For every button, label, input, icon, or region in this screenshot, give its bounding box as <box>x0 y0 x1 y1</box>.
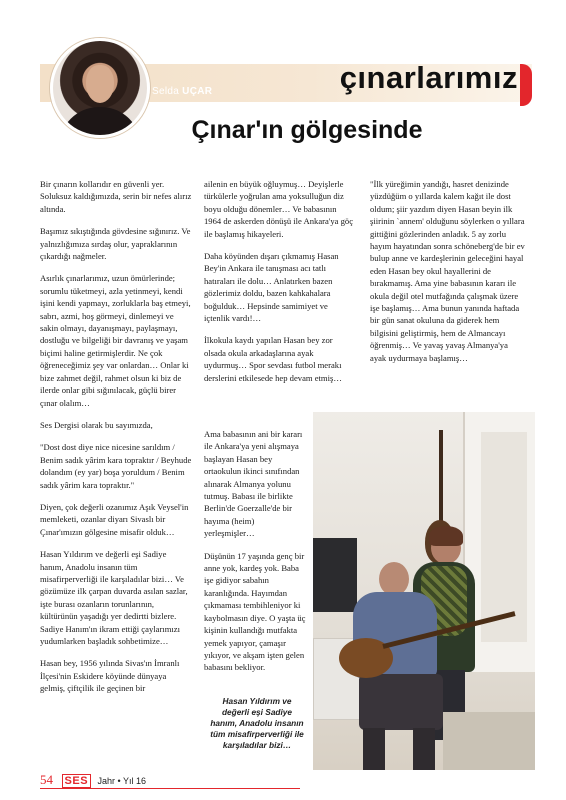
paragraph: Başımız sıkıştığında gövdesine sığınırız. Ve yalnızlığımıza sırdaş olur, yapraklarının çıkardığı nağmeler. <box>40 226 191 262</box>
page-number: 54 <box>40 772 53 787</box>
paragraph: "İlk yüreğimin yandığı, hasret denizinde yüzdüğüm o yıllarda kalem kağıt ile dost oldum; şiir yazdım diyen Hasan beyin ilk şiirinin `annem' olduğunu söylerken o yıllara gittiğini gözlerinden anladık. 5 ay zorlu hayım hayatından sonra schöneberg'de bir ev bulup anne ve kardeşlerinin geleceğini hayal eden Hasan bey okul hayallerini de bırakmamış. Ama yine babasının kararı ile okula değil otel mutfağında çalışmak üzere işe başlamış… Ama bunun yanında haftada bir gün sanat okuluna da giderek hem bilgisini geliştirmiş, hem de Almancayı öğrenmiş… Ve yavaş yavaş Almanya'ya ayak uydurmaya başlamış… <box>370 179 525 363</box>
paragraph: Düşünün 17 yaşında genç bir anne yok, kardeş yok. Baba işe gidiyor sabahın karanlığında. Hayımdan çıkmaması tembihleniyor ki kaybolmasın diye. O yaşta üç kişinin kullandığı mutfakta yemek yapıyor, çamaşır yıkıyor, ve akşam işten gelen babasını bekliyor. <box>204 550 306 673</box>
article-column-2 <box>204 178 354 384</box>
paragraph: İlkokula kaydı yapılan Hasan bey zor olsada okula arkadaşlarına ayak uydurmuş… Spor sevdası futbol merakı derslerini etkilesede hep devam etmiş… <box>204 335 342 383</box>
author-last-name: UÇAR <box>182 86 213 97</box>
paragraph: Hasan bey, 1956 yılında Sivas'ın İmranlı İlçesi'nin Eskidere köyünde dünyaya gelmiş, çiftçilik ile geçinen bir <box>40 658 180 694</box>
issue-label: Jahr • Yıl 16 <box>97 776 147 786</box>
paragraph: Hasan Yıldırım ve değerli eşi Sadiye hanım, Anadolu insanın tüm misafirperverliği ile karşıladılar bizi… Ve gözümüze ilk çarpan duvarda asılan sazlar, işte burası ozanların torunlarının, kültürünün yaşadığı yer dedirtti bizlere. Sadiye Hanım'ın ikram ettiği çaylarımızı yudumlarken başladık sohbetimize… <box>40 549 188 646</box>
paragraph: Bir çınarın kollarıdır en güvenli yer. Soluksuz kaldığımızda, serin bir nefes alırız altında. <box>40 179 192 214</box>
quote-paragraph: "Dost dost diye nice nicesine sarıldım / Benim sadık yârim kara topraktır / Beyhude dolandım (ey yar) boşa yoruldum / Benim sadık yârim kara topraktır." <box>40 442 192 490</box>
author-name <box>152 86 212 97</box>
page-footer <box>40 772 146 788</box>
paragraph: Daha köyünden dışarı çıkmamış Hasan Bey'in Ankara ile tanışması acı tatlı hatıraları ile dolu… Anlatırken bazen gözlerimiz doldu, bazen kahkahalara boğulduk… Hepsinde samimiyet ve içtenlik vardı!… <box>204 251 339 324</box>
section-title: çınarlarımız <box>339 60 518 95</box>
paragraph: ailenin en büyük oğluymuş… Deyişlerle türkülerle yoğrulan ama yoksulluğun diz boyu olduğu dönemler… Ve babasının 1964 de askerden dönüşü ile Ankara'ya göç ile başlamış hikayeleri. <box>204 179 354 239</box>
interview-photo <box>313 412 535 770</box>
article-title: Çınar'ın gölgesinde <box>191 116 423 144</box>
paragraph: Ama babasının ani bir kararı ile Ankara'ya yeni alışmaya başlayan Hasan bey ortaokulun ikinci sınıfından alınarak Almanya yolunu tutmuş. Babası ile birlikte Berlin'de Goerzalle'de bir hayıma (heim) yerleşmişler… <box>204 429 303 539</box>
paragraph: Ses Dergisi olarak bu sayımızda, <box>40 419 153 430</box>
magazine-logo: SES <box>62 774 92 788</box>
author-first-name: Selda <box>152 86 180 97</box>
paragraph: Asırlık çınarlarımız, uzun ömürlerinde; sorumlu tüketmeyi, azla yetinmeyi, kendi işini kendi yapmayı, zorluklarla baş etmeyi, sabrı, azmi, hoş görmeyi, dinlemeyi ve sakin olmayı, dayanışmayı, paylaşmayı, dostluğu ve bilgeliği bir davranış ve yaşam biçimi haline getirmişlerdir. Ne çok öğreneceğimiz şey var onlardan… Onlar ki bize zahmet değil, rahmet olsun ki biz de ilerde onlar gibi sığınılacak, güçlü birer çınar olalım… <box>40 273 191 408</box>
article-column-3 <box>370 178 526 374</box>
paragraph: Diyen, çok değerli ozanımız Aşık Veysel'in memleketi, ozanlar diyarı Sivaslı bir Çınar'ımızın gölgesine misafir olduk… <box>40 501 189 537</box>
footer-rule <box>40 788 300 789</box>
article-column-1 <box>40 178 192 705</box>
header-accent <box>520 64 532 106</box>
photo-caption: Hasan Yıldırım ve değerli eşi Sadiye hanım, Anadolu insanın tüm misafirperverliği ile karşıladılar bizi… <box>210 696 304 750</box>
article-column-2-narrow <box>204 428 306 684</box>
